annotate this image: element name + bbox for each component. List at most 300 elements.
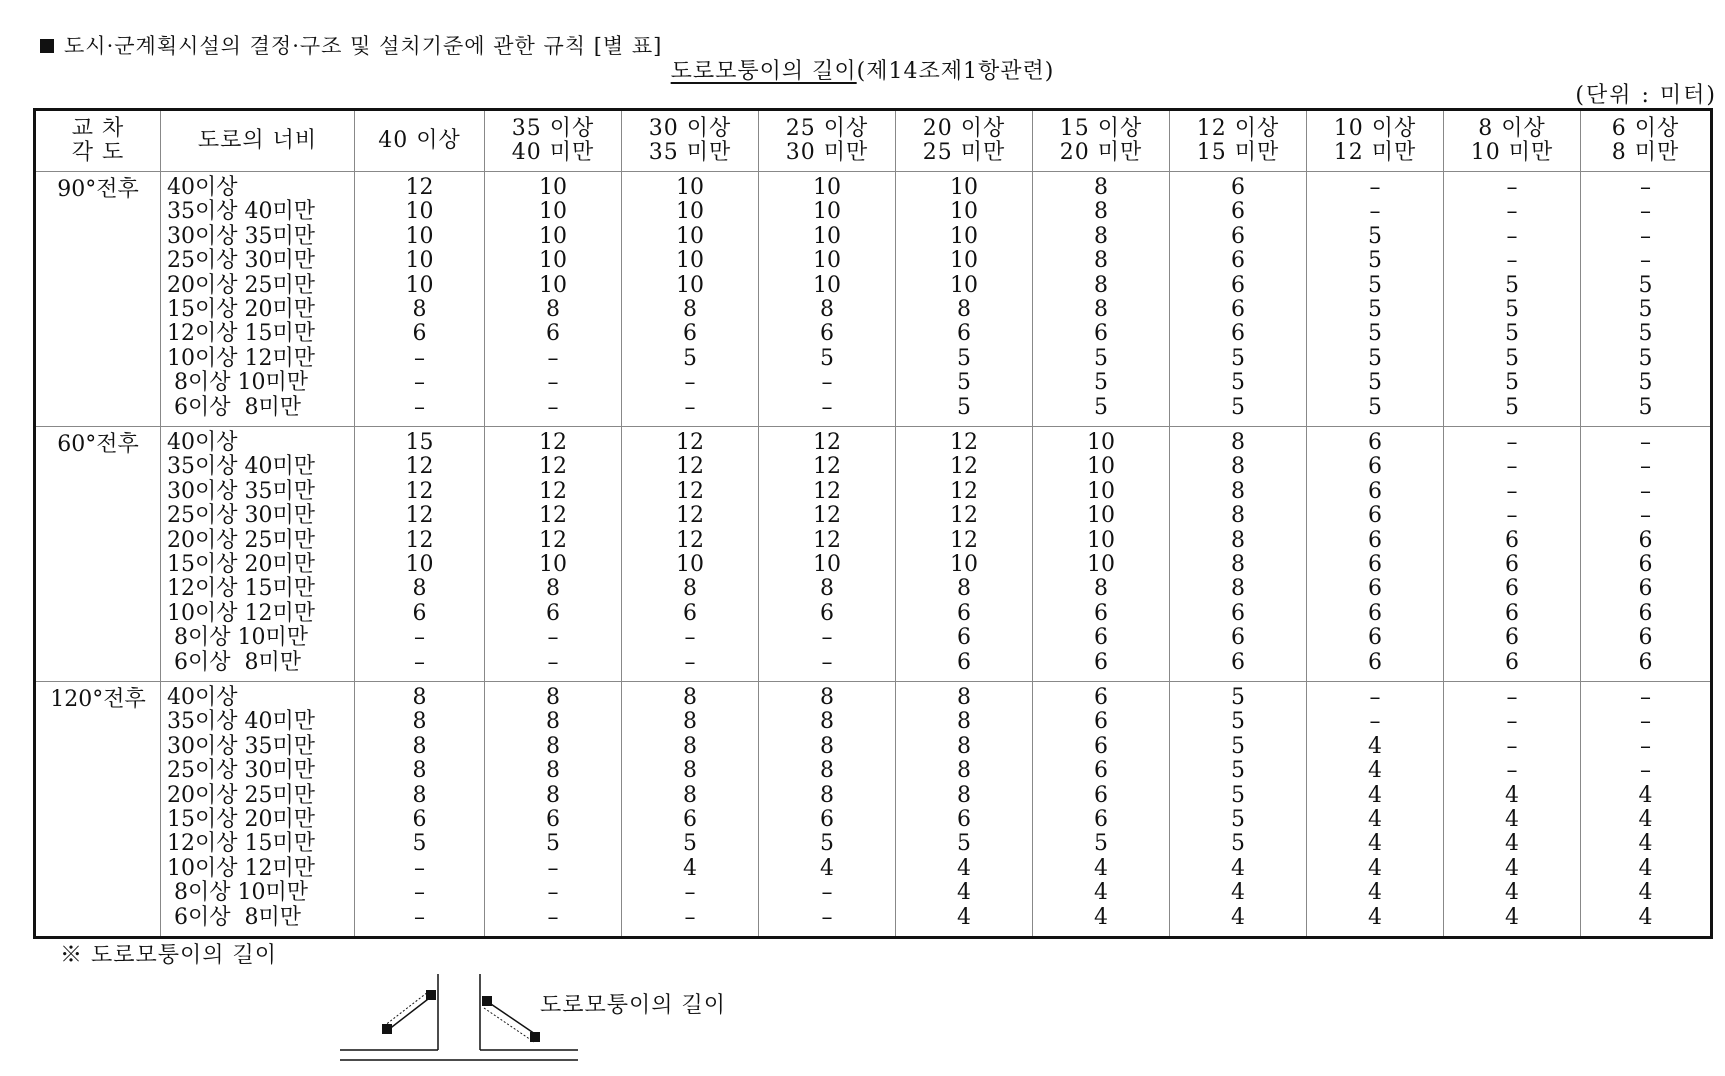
angle-group-row bbox=[35, 427, 1712, 682]
corner-length-value: 12 bbox=[539, 454, 567, 480]
corner-length-value: 10 bbox=[1087, 454, 1115, 480]
road-width-label: 25이상 30미만 bbox=[167, 758, 315, 784]
corner-length-value: 10 bbox=[539, 248, 567, 274]
corner-length-value: – bbox=[1506, 454, 1518, 480]
corner-length-value: 10 bbox=[539, 175, 567, 200]
corner-length-value: 5 bbox=[1505, 394, 1519, 420]
corner-length-value: 6 bbox=[1638, 551, 1653, 577]
corner-length-value: 6 bbox=[1231, 296, 1245, 322]
corner-length-value: – bbox=[1640, 478, 1651, 504]
corner-length-value: – bbox=[1506, 199, 1518, 225]
corner-length-value: 4 bbox=[1231, 904, 1245, 930]
corner-length-value: 6 bbox=[1368, 503, 1382, 529]
corner-length-value: 10 bbox=[676, 551, 704, 577]
value-column-cell bbox=[355, 682, 485, 938]
road-width-label: 15이상 20미만 bbox=[167, 296, 315, 322]
corner-length-value: 8 bbox=[1231, 527, 1245, 553]
corner-length-value: – bbox=[821, 880, 833, 906]
corner-length-value: 8 bbox=[412, 296, 427, 322]
corner-length-value: 6 bbox=[1368, 527, 1382, 553]
corner-length-value: 10 bbox=[813, 199, 841, 225]
corner-length-value: – bbox=[547, 904, 559, 930]
corner-length-value: 6 bbox=[412, 600, 427, 626]
corner-length-value: – bbox=[1369, 709, 1381, 735]
corner-length-value: – bbox=[547, 855, 559, 881]
corner-length-table bbox=[33, 108, 1713, 939]
corner-length-value: 6 bbox=[1368, 576, 1382, 602]
header-line: 40 이상 bbox=[378, 127, 461, 153]
corner-length-value: 10 bbox=[1087, 551, 1115, 577]
corner-length-value: 8 bbox=[412, 685, 427, 710]
corner-length-value: – bbox=[1506, 503, 1518, 529]
column-header bbox=[622, 110, 759, 172]
corner-length-value: 8 bbox=[820, 685, 834, 710]
corner-length-value: 6 bbox=[957, 321, 971, 347]
corner-length-value: – bbox=[1506, 478, 1518, 504]
corner-length-value: 6 bbox=[1094, 709, 1108, 735]
corner-length-value: 8 bbox=[820, 758, 834, 784]
corner-length-value: 10 bbox=[539, 272, 567, 298]
corner-length-value: – bbox=[1640, 709, 1651, 735]
header-line: 10 이상 bbox=[1333, 115, 1417, 141]
corner-length-value: 4 bbox=[1638, 904, 1653, 930]
corner-length-value: 6 bbox=[820, 600, 834, 626]
corner-length-value: 5 bbox=[957, 831, 971, 857]
value-column-cell bbox=[1170, 172, 1307, 427]
corner-length-value: 8 bbox=[546, 782, 560, 808]
header-line: 8 미만 bbox=[1611, 140, 1680, 165]
road-width-label: 30이상 35미만 bbox=[167, 733, 315, 759]
corner-length-value: – bbox=[684, 649, 696, 675]
corner-length-value: 12 bbox=[539, 430, 567, 455]
corner-length-value: 12 bbox=[405, 454, 434, 480]
corner-length-value: 12 bbox=[405, 527, 434, 553]
diagram-marker bbox=[382, 1024, 392, 1034]
diagram-marker bbox=[482, 996, 492, 1006]
corner-length-value: 10 bbox=[676, 272, 704, 298]
corner-length-value: 12 bbox=[813, 503, 841, 529]
corner-length-value: 4 bbox=[1638, 831, 1653, 857]
corner-length-value: 5 bbox=[1094, 370, 1108, 396]
corner-length-value: – bbox=[1369, 175, 1381, 200]
road-width-label: 35이상 40미만 bbox=[167, 199, 315, 225]
corner-length-value: 5 bbox=[1505, 296, 1519, 322]
corner-length-value: – bbox=[1506, 175, 1518, 200]
corner-length-value: 8 bbox=[1231, 576, 1245, 602]
corner-length-value: 8 bbox=[1231, 551, 1245, 577]
road-width-label: 40이상 bbox=[167, 175, 238, 200]
road-width-label: 30이상 35미만 bbox=[167, 223, 315, 249]
header-line: 8 이상 bbox=[1478, 115, 1546, 141]
corner-length-value: 5 bbox=[1505, 272, 1519, 298]
corner-length-value: – bbox=[1640, 430, 1651, 455]
road-width-label: 25이상 30미만 bbox=[167, 248, 315, 274]
value-column-cell bbox=[622, 172, 759, 427]
corner-length-value: 5 bbox=[1638, 321, 1653, 347]
column-header bbox=[1307, 110, 1444, 172]
corner-length-value: 8 bbox=[957, 782, 971, 808]
corner-length-value: 12 bbox=[950, 527, 978, 553]
corner-length-value: 6 bbox=[1231, 199, 1245, 225]
black-square-icon bbox=[40, 39, 54, 53]
corner-length-value: – bbox=[684, 370, 696, 396]
corner-length-value: 6 bbox=[1094, 649, 1108, 675]
corner-length-value: 12 bbox=[676, 478, 704, 504]
corner-length-value: 8 bbox=[1094, 272, 1108, 298]
corner-length-value: 8 bbox=[957, 576, 971, 602]
footnote: ※ 도로모퉁이의 길이 bbox=[60, 943, 278, 968]
corner-length-value: 8 bbox=[1094, 175, 1108, 200]
corner-length-value: – bbox=[1640, 223, 1651, 249]
column-header bbox=[1170, 110, 1307, 172]
corner-length-value: 5 bbox=[957, 345, 971, 371]
corner-length-value: 10 bbox=[405, 223, 434, 249]
header-line: 6 이상 bbox=[1611, 115, 1680, 141]
corner-length-value: 8 bbox=[546, 576, 560, 602]
corner-length-value: 10 bbox=[950, 175, 978, 200]
diagram-corner-cut-right bbox=[488, 1002, 538, 1036]
corner-length-value: – bbox=[414, 394, 425, 420]
corner-length-value: – bbox=[547, 649, 559, 675]
column-header bbox=[485, 110, 622, 172]
corner-length-value: 5 bbox=[1368, 272, 1382, 298]
corner-length-value: 12 bbox=[405, 478, 434, 504]
corner-length-value: 4 bbox=[1231, 855, 1245, 881]
corner-length-value: 5 bbox=[1094, 345, 1108, 371]
table-title-main: 도로모퉁이의 길이 bbox=[670, 59, 857, 84]
road-width-label: 35이상 40미만 bbox=[167, 709, 315, 735]
value-column-cell bbox=[1444, 682, 1581, 938]
intersection-angle-cell: 120°전후 bbox=[35, 682, 161, 938]
value-column-cell bbox=[355, 172, 485, 427]
header-line: 15 이상 bbox=[1059, 115, 1143, 141]
corner-length-value: 8 bbox=[957, 296, 971, 322]
column-header bbox=[896, 110, 1033, 172]
corner-length-value: 8 bbox=[1094, 248, 1108, 274]
corner-length-value: 8 bbox=[683, 576, 697, 602]
road-width-label: 6이상 8미만 bbox=[167, 904, 301, 930]
road-width-label: 8이상 10미만 bbox=[167, 370, 308, 396]
corner-length-value: 5 bbox=[1231, 370, 1245, 396]
value-column-cell bbox=[1170, 427, 1307, 682]
corner-length-value: 10 bbox=[676, 223, 704, 249]
corner-length-value: 6 bbox=[1368, 430, 1382, 455]
corner-length-value: 4 bbox=[1638, 855, 1653, 881]
corner-length-value: – bbox=[547, 394, 559, 420]
value-column-cell bbox=[355, 427, 485, 682]
corner-length-value: 4 bbox=[1231, 880, 1245, 906]
corner-length-value: – bbox=[414, 880, 425, 906]
corner-length-value: – bbox=[684, 904, 696, 930]
corner-length-value: 5 bbox=[1231, 685, 1245, 710]
road-width-label: 12이상 15미만 bbox=[167, 321, 315, 347]
road-width-label: 8이상 10미만 bbox=[167, 625, 308, 651]
corner-length-value: 6 bbox=[546, 600, 560, 626]
corner-length-value: 6 bbox=[1638, 527, 1653, 553]
value-column-cell bbox=[1307, 172, 1444, 427]
corner-length-value: 6 bbox=[1231, 321, 1245, 347]
table-header-row bbox=[35, 110, 1712, 172]
corner-length-value: 6 bbox=[1505, 551, 1519, 577]
corner-length-value: 10 bbox=[950, 223, 978, 249]
angle-group-row bbox=[35, 682, 1712, 938]
corner-length-value: 8 bbox=[683, 733, 697, 759]
corner-length-value: 6 bbox=[1505, 600, 1519, 626]
corner-length-value: 10 bbox=[676, 175, 704, 200]
corner-length-value: 12 bbox=[950, 478, 978, 504]
corner-length-value: 10 bbox=[813, 272, 841, 298]
corner-length-value: 5 bbox=[1368, 248, 1382, 274]
corner-length-value: 6 bbox=[957, 806, 971, 832]
corner-length-value: 10 bbox=[676, 248, 704, 274]
corner-length-value: – bbox=[414, 345, 425, 371]
corner-length-value: 4 bbox=[957, 855, 971, 881]
road-width-cell bbox=[161, 682, 355, 938]
corner-length-value: 4 bbox=[1368, 880, 1382, 906]
header-line: 교 차 bbox=[71, 115, 125, 141]
corner-length-value: 8 bbox=[412, 782, 427, 808]
intersection-angle-cell: 60°전후 bbox=[35, 427, 161, 682]
value-column-cell bbox=[1033, 682, 1170, 938]
corner-length-value: 5 bbox=[1505, 321, 1519, 347]
corner-length-value: – bbox=[821, 649, 833, 675]
intersection-angle-cell: 90°전후 bbox=[35, 172, 161, 427]
corner-length-value: 6 bbox=[546, 806, 560, 832]
corner-length-value: 15 bbox=[405, 430, 434, 455]
corner-length-value: 4 bbox=[1368, 733, 1382, 759]
corner-length-value: 6 bbox=[1094, 806, 1108, 832]
header-line: 25 미만 bbox=[922, 140, 1006, 165]
column-header bbox=[1033, 110, 1170, 172]
road-width-label: 35이상 40미만 bbox=[167, 454, 315, 480]
value-column-cell bbox=[1581, 682, 1712, 938]
header-line: 10 미만 bbox=[1470, 140, 1554, 165]
corner-length-value: 5 bbox=[1638, 370, 1653, 396]
corner-length-value: 12 bbox=[813, 430, 841, 455]
value-column-cell bbox=[485, 172, 622, 427]
corner-length-value: – bbox=[1506, 709, 1518, 735]
road-width-label: 10이상 12미만 bbox=[167, 855, 315, 881]
corner-length-value: – bbox=[414, 370, 425, 396]
road-width-label: 12이상 15미만 bbox=[167, 831, 315, 857]
corner-length-value: 5 bbox=[412, 831, 427, 857]
road-width-label: 6이상 8미만 bbox=[167, 394, 301, 420]
corner-length-value: 5 bbox=[546, 831, 560, 857]
corner-length-value: 5 bbox=[820, 831, 834, 857]
road-width-label: 10이상 12미만 bbox=[167, 600, 315, 626]
corner-length-value: 5 bbox=[1231, 394, 1245, 420]
corner-length-value: 5 bbox=[1505, 345, 1519, 371]
corner-length-value: 12 bbox=[405, 175, 434, 200]
corner-length-value: 8 bbox=[820, 733, 834, 759]
value-column-cell bbox=[896, 427, 1033, 682]
corner-length-value: 8 bbox=[683, 296, 697, 322]
diagram-corner-cut-left-inner bbox=[384, 992, 428, 1026]
corner-length-value: 6 bbox=[1231, 272, 1245, 298]
corner-length-value: 8 bbox=[957, 709, 971, 735]
corner-length-value: 8 bbox=[683, 758, 697, 784]
corner-length-value: 10 bbox=[950, 248, 978, 274]
corner-length-value: 8 bbox=[683, 685, 697, 710]
corner-length-value: 10 bbox=[1087, 430, 1115, 455]
road-width-label: 12이상 15미만 bbox=[167, 576, 315, 602]
corner-length-value: 5 bbox=[820, 345, 834, 371]
corner-length-value: 4 bbox=[1505, 806, 1519, 832]
header-line: 12 이상 bbox=[1196, 115, 1280, 141]
corner-length-value: 8 bbox=[957, 758, 971, 784]
corner-length-value: – bbox=[1640, 685, 1651, 710]
column-header bbox=[355, 110, 485, 172]
corner-length-value: 6 bbox=[957, 600, 971, 626]
diagram-corner-cut-right-inner bbox=[484, 1008, 534, 1042]
header-line: 30 미만 bbox=[785, 140, 869, 165]
corner-length-value: 6 bbox=[1094, 321, 1108, 347]
unit-label: (단위 : 미터) bbox=[1575, 83, 1717, 108]
road-width-label: 20이상 25미만 bbox=[167, 272, 315, 298]
corner-length-value: 6 bbox=[1368, 454, 1382, 480]
corner-length-value: 4 bbox=[683, 855, 697, 881]
corner-length-value: – bbox=[1640, 199, 1651, 225]
header-line: 35 이상 bbox=[511, 115, 595, 141]
corner-length-value: 5 bbox=[1638, 296, 1653, 322]
value-column-cell bbox=[759, 427, 896, 682]
corner-length-value: 12 bbox=[950, 430, 978, 455]
corner-length-value: 6 bbox=[820, 321, 834, 347]
corner-length-value: 8 bbox=[412, 758, 427, 784]
table-body bbox=[35, 172, 1712, 938]
road-width-cell bbox=[161, 172, 355, 427]
header-line: 35 미만 bbox=[648, 140, 732, 165]
corner-length-value: 4 bbox=[1505, 782, 1519, 808]
corner-length-value: 5 bbox=[957, 394, 971, 420]
corner-length-value: 8 bbox=[412, 709, 427, 735]
corner-length-value: 8 bbox=[546, 758, 560, 784]
corner-length-value: – bbox=[1506, 685, 1518, 710]
corner-length-value: – bbox=[414, 855, 425, 881]
corner-length-value: 4 bbox=[1368, 806, 1382, 832]
corner-length-value: 6 bbox=[1638, 600, 1653, 626]
diagram-marker bbox=[426, 990, 436, 1000]
corner-length-value: 5 bbox=[683, 345, 697, 371]
corner-length-value: 5 bbox=[1638, 272, 1653, 298]
corner-length-value: 8 bbox=[820, 709, 834, 735]
corner-length-value: 5 bbox=[1231, 733, 1245, 759]
diagram-marker bbox=[530, 1032, 540, 1042]
corner-length-value: 10 bbox=[813, 223, 841, 249]
corner-length-value: – bbox=[821, 394, 833, 420]
value-column-cell bbox=[1444, 172, 1581, 427]
corner-length-value: 6 bbox=[683, 321, 697, 347]
corner-length-value: 6 bbox=[957, 625, 971, 651]
corner-length-value: 8 bbox=[683, 782, 697, 808]
corner-length-value: 6 bbox=[957, 649, 971, 675]
corner-length-value: 4 bbox=[1368, 855, 1382, 881]
value-column-cell bbox=[622, 682, 759, 938]
corner-length-value: 8 bbox=[412, 733, 427, 759]
corner-length-value: 6 bbox=[1231, 248, 1245, 274]
diagram-corner-cut-left bbox=[388, 996, 432, 1030]
corner-length-value: 6 bbox=[1094, 758, 1108, 784]
road-width-label: 40이상 bbox=[167, 685, 238, 710]
corner-length-value: 6 bbox=[1505, 625, 1519, 651]
corner-length-value: 6 bbox=[1638, 625, 1653, 651]
value-column-cell bbox=[1581, 427, 1712, 682]
corner-length-value: 5 bbox=[957, 370, 971, 396]
header-road-width: 도로의 너비 bbox=[161, 110, 355, 172]
corner-length-value: 6 bbox=[546, 321, 560, 347]
corner-length-value: 4 bbox=[820, 855, 834, 881]
corner-length-value: 4 bbox=[1368, 904, 1382, 930]
corner-length-value: 4 bbox=[957, 904, 971, 930]
corner-length-value: 6 bbox=[1094, 600, 1108, 626]
corner-length-value: 12 bbox=[676, 527, 704, 553]
road-width-label: 25이상 30미만 bbox=[167, 503, 315, 529]
corner-length-value: 8 bbox=[820, 296, 834, 322]
corner-length-value: 6 bbox=[1505, 527, 1519, 553]
corner-length-value: 10 bbox=[950, 199, 978, 225]
corner-length-value: 8 bbox=[820, 576, 834, 602]
corner-length-value: 5 bbox=[1368, 321, 1382, 347]
corner-length-value: 10 bbox=[539, 199, 567, 225]
corner-length-value: 6 bbox=[1231, 625, 1245, 651]
road-width-label: 15이상 20미만 bbox=[167, 806, 315, 832]
road-width-label: 8이상 10미만 bbox=[167, 880, 308, 906]
table-title-ref: (제14조제1항관련) bbox=[856, 59, 1055, 84]
corner-length-value: 5 bbox=[1231, 806, 1245, 832]
corner-length-value: – bbox=[684, 625, 696, 651]
corner-length-value: 10 bbox=[813, 551, 841, 577]
corner-length-value: 10 bbox=[813, 175, 841, 200]
corner-length-value: 6 bbox=[820, 806, 834, 832]
corner-length-value: 6 bbox=[1231, 649, 1245, 675]
corner-length-value: 6 bbox=[1368, 551, 1382, 577]
corner-length-value: 10 bbox=[405, 551, 434, 577]
corner-length-value: – bbox=[547, 625, 559, 651]
corner-length-value: 12 bbox=[813, 454, 841, 480]
corner-length-value: 6 bbox=[1231, 600, 1245, 626]
corner-length-value: 12 bbox=[405, 503, 434, 529]
corner-length-value: 5 bbox=[1231, 831, 1245, 857]
corner-length-value: 4 bbox=[1638, 782, 1653, 808]
corner-length-value: 5 bbox=[1638, 345, 1653, 371]
corner-length-value: 10 bbox=[950, 272, 978, 298]
corner-length-value: – bbox=[1506, 430, 1518, 455]
corner-length-value: 8 bbox=[1094, 223, 1108, 249]
value-column-cell bbox=[1170, 682, 1307, 938]
corner-length-value: 5 bbox=[1231, 345, 1245, 371]
corner-length-value: 12 bbox=[539, 527, 567, 553]
table-title bbox=[0, 54, 1725, 85]
corner-length-value: – bbox=[547, 345, 559, 371]
corner-length-value: 5 bbox=[683, 831, 697, 857]
corner-length-value: 12 bbox=[813, 527, 841, 553]
column-header bbox=[1444, 110, 1581, 172]
road-width-label: 6이상 8미만 bbox=[167, 649, 301, 675]
corner-length-value: – bbox=[1640, 175, 1651, 200]
value-column-cell bbox=[1033, 172, 1170, 427]
corner-length-value: 6 bbox=[1231, 175, 1245, 200]
corner-length-value: 5 bbox=[1368, 345, 1382, 371]
corner-length-value: 8 bbox=[957, 733, 971, 759]
corner-length-value: 12 bbox=[676, 454, 704, 480]
corner-length-value: 8 bbox=[957, 685, 971, 710]
angle-group-row bbox=[35, 172, 1712, 427]
header-line: 20 이상 bbox=[922, 115, 1006, 141]
corner-length-value: – bbox=[1640, 248, 1651, 274]
corner-length-value: 8 bbox=[546, 733, 560, 759]
corner-length-value: 5 bbox=[1368, 394, 1382, 420]
corner-length-value: 6 bbox=[1094, 782, 1108, 808]
